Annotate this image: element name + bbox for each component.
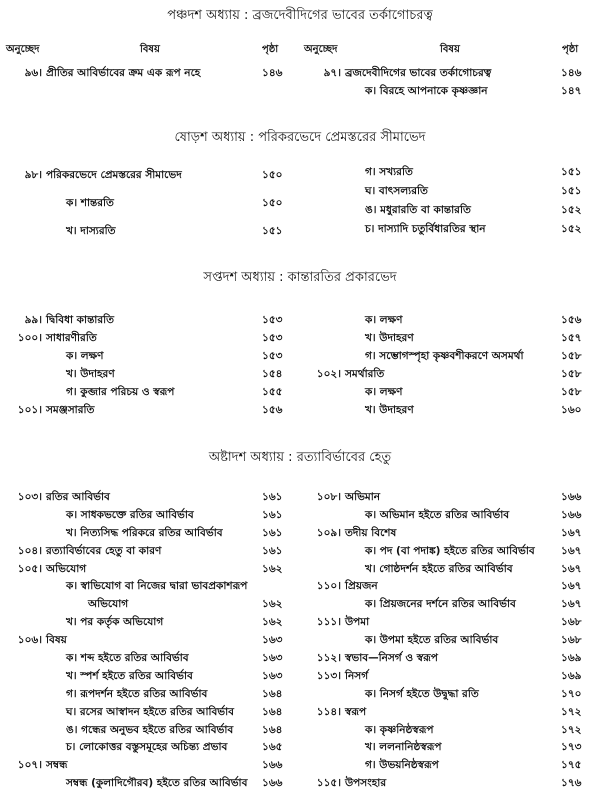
entry-page: ১৬৩ (262, 652, 283, 665)
toc-entry (6, 613, 296, 631)
entry-number: ৯৮। (24, 169, 42, 181)
entry-page: ১৭৩ (561, 741, 582, 754)
toc-entry (6, 667, 296, 685)
entry-page: ১৬৩ (262, 669, 283, 682)
toc-entry (6, 542, 296, 560)
entry-title: গ। কুব্জার পরিচয় ও স্বরূপ (66, 386, 175, 398)
toc-entry (305, 163, 595, 182)
entry-page: ১৭২ (561, 705, 582, 718)
toc-entry (6, 631, 296, 649)
entry-number: ১১০। (316, 580, 341, 593)
toc-entry (6, 347, 296, 365)
toc-entry (305, 401, 595, 419)
entry-title: সম্বন্ধ (46, 759, 68, 772)
entry-title: ক। অভিমান হইতে রতির আবির্ভাব (365, 508, 510, 521)
entry-page: ১৭০ (561, 687, 582, 700)
entry-title: সমর্থারতি (345, 368, 385, 380)
entry-title: ক। পদ (বা পদাঙ্ক) হইতে রতির আবির্ভাব (365, 544, 535, 557)
entry-number: ১০৩। (17, 491, 42, 503)
entry-page: ১৫৩ (262, 314, 283, 326)
toc-entry (6, 577, 296, 595)
entry-page: ১৫৮ (561, 350, 582, 362)
entry-number: ১০৮। (316, 491, 341, 503)
entry-page: ১৫৬ (561, 314, 582, 326)
entry-title: চ। দাস্যাদি চতুর্বিধারতির স্থান (365, 223, 486, 235)
toc-entry (6, 401, 296, 419)
toc-entry (305, 774, 595, 792)
chapter-title: অষ্টাদশ অধ্যায় : রত্যাবির্ভাবের হেতু (208, 450, 392, 465)
column-header-paragraph: অনুচ্ছেদ (304, 44, 338, 55)
column-header-page: পৃষ্ঠা (562, 44, 579, 55)
chapter-title: সপ্তদশ অধ্যায় : কান্তারতির প্রকারভেদ (203, 270, 397, 285)
entry-number: ১০১। (17, 404, 42, 416)
entry-page: ১৫২ (561, 223, 582, 235)
entry-title: ঘ। বাৎসল্যরতি (365, 185, 428, 197)
entry-title: অভিমান (345, 491, 381, 503)
entry-page: ১৬৭ (561, 562, 582, 575)
entry-title: পরিকরভেদে প্রেমস্তরের সীমাভেদ (46, 169, 182, 181)
toc-entry (6, 703, 296, 721)
toc-entry (6, 685, 296, 703)
entry-page: ১৬৯ (561, 652, 582, 665)
entry-number: ১১২। (316, 652, 341, 665)
left-column (6, 166, 296, 250)
entry-page: ১৭৬ (561, 777, 582, 790)
entry-number: ৯৬। (24, 67, 42, 79)
entry-page: ১৬৭ (561, 544, 582, 557)
toc-entry (305, 347, 595, 365)
toc-entry (305, 311, 595, 329)
column-header-topic: বিষয় (440, 44, 460, 55)
entry-title: সাধারণীরতি (46, 332, 97, 344)
entry-title: ঘ। রসের আস্বাদন হইতে রতির আবির্ভাব (66, 705, 235, 718)
entry-title: প্রীতির আবির্ভাবের ক্রম এক রূপ নহে (46, 67, 201, 79)
toc-entry (305, 329, 595, 347)
entry-number: ৯৭। (323, 67, 341, 79)
entry-page: ১৫৩ (262, 350, 283, 362)
left-column (6, 64, 296, 82)
entry-page: ১৬২ (262, 562, 283, 575)
entry-page: ১৬৪ (262, 705, 283, 718)
entry-page: ১৬২ (262, 598, 283, 611)
entry-number: ১০০। (17, 332, 42, 344)
entry-title: ক। শান্তরতি (66, 197, 114, 209)
toc-entry (6, 649, 296, 667)
entry-page: ১৫৭ (561, 332, 582, 344)
entry-page: ১৬১ (262, 544, 283, 557)
right-column (305, 488, 595, 792)
entry-title: গ। উভয়নিষ্ঠস্বরূপ (365, 759, 439, 772)
entry-title: খ। উদাহরণ (365, 332, 414, 344)
entry-title: ক। নিসর্গ হইতে উদ্বুদ্ধা রতি (365, 687, 479, 700)
entry-page: ১৫৩ (262, 332, 283, 344)
entry-title: অভিযোগ (88, 598, 129, 611)
entry-page: ১৬৯ (561, 669, 582, 682)
toc-entry (305, 542, 595, 560)
entry-title: ক। বিরহে আপনাকে কৃষ্ণজ্ঞান (365, 85, 488, 97)
toc-entry (6, 365, 296, 383)
entry-title: ক। শব্দ হইতে রতির আবির্ভাব (66, 652, 189, 665)
entry-title: তদীয় বিশেষ (345, 526, 397, 539)
entry-title: রতির আবির্ভাব (46, 491, 110, 503)
toc-entry (305, 631, 595, 649)
toc-entry (305, 220, 595, 239)
column-header-topic: বিষয় (140, 44, 160, 55)
toc-entry (6, 506, 296, 524)
entry-title: খ। উদাহরণ (66, 368, 115, 380)
toc-entry (305, 182, 595, 201)
entry-title: ক। লক্ষণ (365, 314, 403, 326)
entry-page: ১৫২ (561, 204, 582, 216)
toc-entry (305, 365, 595, 383)
entry-title: ক। কৃষ্ণনিষ্ঠস্বরূপ (365, 723, 434, 736)
right-column (305, 311, 595, 419)
entry-title: খ। নিত্যসিদ্ধ পরিকরে রতির আবির্ভাব (66, 526, 223, 539)
toc-entry (305, 756, 595, 774)
entry-title: ক। প্রিয়জনের দর্শনে রতির আবির্ভাব (365, 598, 516, 611)
entry-page: ১৬৭ (561, 598, 582, 611)
entry-title: খ। পর কর্তৃক অভিযোগ (66, 616, 164, 629)
entry-title: খ। স্পর্শ হইতে রতির আবির্ভাব (66, 669, 193, 682)
toc-entry (305, 738, 595, 756)
entry-title: অভিযোগ (46, 562, 87, 575)
entry-number: ১০৫। (17, 562, 42, 575)
entry-title: প্রিয়জন (345, 580, 378, 593)
entry-page: ১৬৬ (262, 777, 283, 790)
toc-entry (305, 577, 595, 595)
entry-page: ১৭২ (561, 723, 582, 736)
toc-entry (6, 488, 296, 506)
entry-title: ক। স্বাভিযোগ বা নিজের দ্বারা ভাবপ্রকাশরূপ (66, 580, 248, 593)
column-header-paragraph: অনুচ্ছেদ (6, 44, 40, 55)
toc-entry (6, 560, 296, 578)
entry-title: ক। লক্ষণ (66, 350, 104, 362)
entry-title: চ। লোকোত্তর বস্তুসমূহের অচিন্ত্য প্রভাব (66, 741, 228, 754)
entry-title: সমঞ্জসারতি (46, 404, 95, 416)
toc-entry (6, 222, 296, 250)
entry-title: ক। উপমা হইতে রতির আবির্ভাব (365, 634, 499, 647)
toc-entry (6, 329, 296, 347)
entry-number: ১০২। (316, 368, 341, 380)
entry-title: গ। রূপদর্শন হইতে রতির আবির্ভাব (66, 687, 208, 700)
toc-entry (6, 756, 296, 774)
entry-page: ১৪৭ (561, 85, 582, 97)
toc-entry (305, 685, 595, 703)
left-column (6, 311, 296, 419)
entry-page: ১৬৪ (262, 687, 283, 700)
toc-entry (6, 595, 296, 613)
toc-entry (6, 194, 296, 222)
entry-page: ১৫৫ (262, 386, 283, 398)
entry-page: ১৬৬ (561, 491, 582, 503)
entry-page: ১৬২ (262, 616, 283, 629)
toc-entry (6, 166, 296, 194)
toc-entry (305, 383, 595, 401)
toc-entry (305, 613, 595, 631)
toc-entry (305, 82, 595, 100)
entry-page: ১৫৮ (561, 368, 582, 380)
entry-page: ১৬৪ (262, 723, 283, 736)
entry-title: গ। সখ্যরতি (365, 166, 413, 178)
entry-number: ১১৪। (316, 705, 341, 718)
entry-title: সম্বন্ধ (কুলাদিগৌরব) হইতে রতির আবির্ভাব (66, 777, 248, 790)
entry-title: উপমা (345, 616, 370, 629)
entry-title: ক। লক্ষণ (365, 386, 403, 398)
entry-title: ঙ। গন্ধের অনুভব হইতে রতির আবির্ভাব (66, 723, 234, 736)
toc-entry (305, 595, 595, 613)
entry-number: ১১১। (316, 616, 341, 629)
entry-page: ১৫৬ (262, 404, 283, 416)
entry-page: ১৬৭ (561, 526, 582, 539)
entry-page: ১৫০ (262, 197, 283, 209)
right-column (305, 64, 595, 100)
entry-page: ১৫০ (262, 169, 283, 181)
toc-entry (305, 667, 595, 685)
toc-entry (305, 649, 595, 667)
toc-entry (305, 201, 595, 220)
entry-number: ১০৯। (316, 526, 341, 539)
toc-entry (6, 383, 296, 401)
toc-entry (6, 774, 296, 792)
entry-number: ১০৬। (17, 634, 42, 647)
entry-number: ১১৩। (316, 669, 341, 682)
toc-entry (6, 721, 296, 739)
toc-entry (305, 488, 595, 506)
entry-title: স্বরূপ (345, 705, 367, 718)
right-column (305, 163, 595, 239)
entry-title: দ্বিবিধা কান্তারতি (46, 314, 115, 326)
chapter-title: পঞ্চদশ অধ্যায় : ব্রজদেবীদিগের ভাবের তর্কাগোচরত্ব (167, 8, 433, 23)
entry-page: ১৫১ (262, 225, 283, 237)
toc-entry (6, 311, 296, 329)
entry-page: ১৬৮ (561, 616, 582, 629)
entry-number: ১১৫। (316, 777, 341, 790)
toc-entry (6, 524, 296, 542)
chapter-title: ষোড়শ অধ্যায় : পরিকরভেদে প্রেমস্তরের সীমাভেদ (174, 130, 426, 145)
toc-entry (305, 560, 595, 578)
left-column (6, 488, 296, 792)
entry-title: স্বভাব—নিসর্গ ও স্বরূপ (345, 652, 438, 665)
entry-title: ক। সাধকভক্তে রতির আবির্ভাব (66, 508, 194, 521)
entry-number: ১০৭। (17, 759, 42, 772)
entry-title: খ। গোষ্ঠদর্শন হইতে রতির আবির্ভাব (365, 562, 513, 575)
toc-entry (6, 64, 296, 82)
toc-entry (305, 703, 595, 721)
entry-page: ১৫৪ (262, 368, 283, 380)
entry-page: ১৬৫ (262, 741, 283, 754)
column-header-page: পৃষ্ঠা (262, 44, 279, 55)
entry-title: ঙ। মধুরারতি বা কান্তারতি (365, 204, 471, 216)
entry-title: নিসর্গ (345, 669, 369, 682)
entry-page: ১৫৮ (561, 386, 582, 398)
entry-title: রত্যাবির্ভাবের হেতু বা কারণ (46, 544, 162, 557)
entry-page: ১৫১ (561, 166, 582, 178)
entry-page: ১৪৬ (262, 67, 283, 79)
entry-page: ১৪৬ (561, 67, 582, 79)
toc-entry (305, 721, 595, 739)
entry-title: ব্রজদেবীদিগের ভাবের তর্কাগোচরত্ব (345, 67, 492, 79)
entry-page: ১৭৫ (561, 759, 582, 772)
entry-title: বিষয় (46, 634, 67, 647)
toc-entry (305, 506, 595, 524)
entry-page: ১৬৭ (561, 580, 582, 593)
entry-page: ১৬১ (262, 491, 283, 503)
toc-entry (305, 524, 595, 542)
entry-page: ১৬৬ (262, 759, 283, 772)
entry-number: ১০৪। (17, 544, 42, 557)
toc-entry (305, 64, 595, 82)
entry-page: ১৬১ (262, 508, 283, 521)
entry-page: ১৬৩ (262, 634, 283, 647)
toc-entry (6, 738, 296, 756)
entry-page: ১৬৬ (561, 508, 582, 521)
entry-title: গ। সম্ভোগস্পৃহা কৃষ্ণবশীকরণে অসমর্থা (365, 350, 524, 362)
entry-title: খ। দাস্যরতি (66, 225, 116, 237)
entry-number: ৯৯। (24, 314, 42, 326)
entry-page: ১৬০ (561, 404, 582, 416)
entry-page: ১৬১ (262, 526, 283, 539)
entry-title: উপসংহার (345, 777, 387, 790)
entry-title: খ। উদাহরণ (365, 404, 414, 416)
entry-title: খ। ললনানিষ্ঠস্বরূপ (365, 741, 442, 754)
entry-page: ১৬৮ (561, 634, 582, 647)
entry-page: ১৫১ (561, 185, 582, 197)
